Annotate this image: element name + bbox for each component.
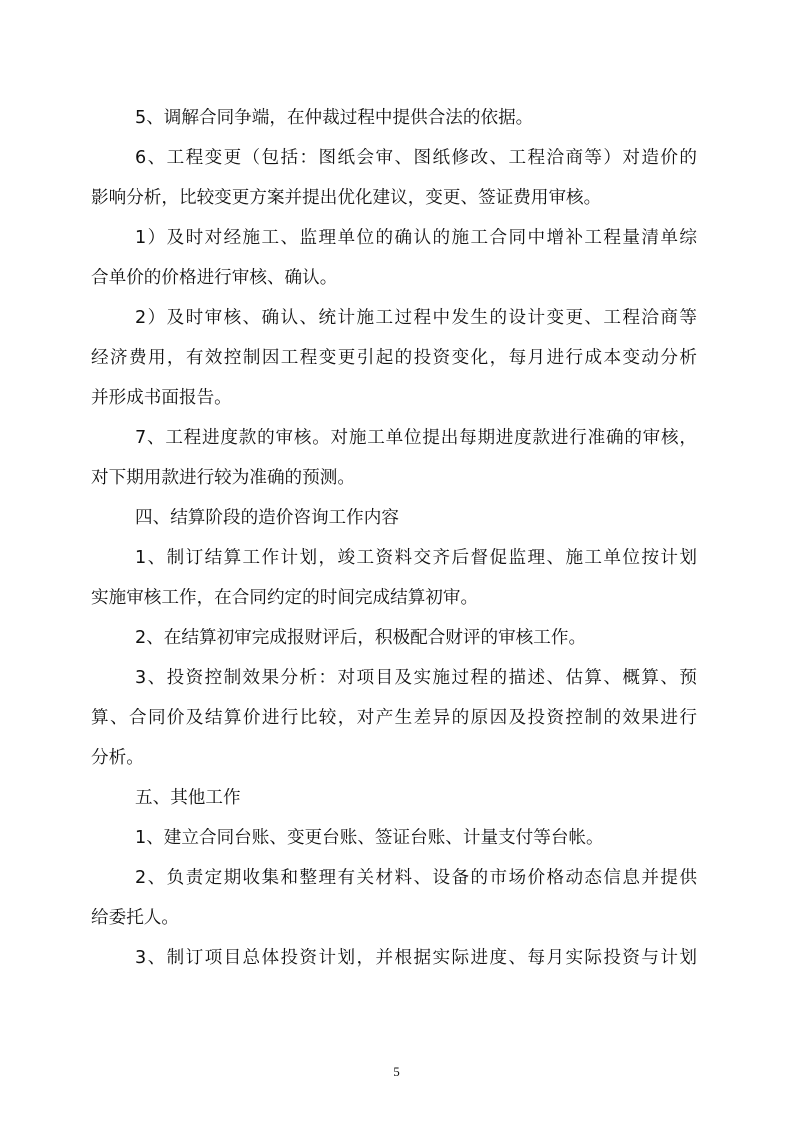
- text-line: 3、投资控制效果分析：对项目及实施过程的描述、估算、概算、预: [135, 668, 697, 688]
- text-line: 影响分析，比较变更方案并提出优化建议，变更、签证费用审核。: [91, 188, 602, 208]
- text-line: 5、调解合同争端，在仲裁过程中提供合法的依据。: [135, 108, 534, 128]
- text-line: 2、在结算初审完成报财评后，积极配合财评的审核工作。: [135, 628, 587, 648]
- text-line: 1）及时对经施工、监理单位的确认的施工合同中增补工程量清单综: [135, 228, 697, 248]
- text-line: 1、建立合同台账、变更台账、签证台账、计量支付等台帐。: [135, 828, 604, 848]
- page-number: 5: [393, 1064, 400, 1079]
- text-line: 2、负责定期收集和整理有关材料、设备的市场价格动态信息并提供: [135, 868, 697, 888]
- text-line: 给委托人。: [91, 908, 179, 928]
- text-line: 7、工程进度款的审核。对施工单位提出每期进度款进行准确的审核，: [135, 428, 697, 448]
- text-line: 1、制订结算工作计划，竣工资料交齐后督促监理、施工单位按计划: [135, 548, 697, 568]
- text-line: 算、合同价及结算价进行比较，对产生差异的原因及投资控制的效果进行: [91, 708, 697, 728]
- text-line: 并形成书面报告。: [91, 388, 232, 408]
- document-body: [91, 98, 697, 978]
- section-heading: 四、结算阶段的造价咨询工作内容: [135, 508, 399, 528]
- text-line: 合单价的价格进行审核、确认。: [91, 268, 338, 288]
- section-heading: 五、其他工作: [135, 788, 241, 808]
- text-line: 对下期用款进行较为准确的预测。: [91, 468, 355, 488]
- text-line: 2）及时审核、确认、统计施工过程中发生的设计变更、工程洽商等: [135, 308, 697, 328]
- text-line: 实施审核工作，在合同约定的时间完成结算初审。: [91, 588, 479, 608]
- text-line: 3、制订项目总体投资计划，并根据实际进度、每月实际投资与计划: [135, 948, 697, 968]
- text-line: 分析。: [91, 748, 144, 768]
- text-line: 6、工程变更（包括：图纸会审、图纸修改、工程洽商等）对造价的: [135, 148, 697, 168]
- text-line: 经济费用，有效控制因工程变更引起的投资变化，每月进行成本变动分析: [91, 348, 697, 368]
